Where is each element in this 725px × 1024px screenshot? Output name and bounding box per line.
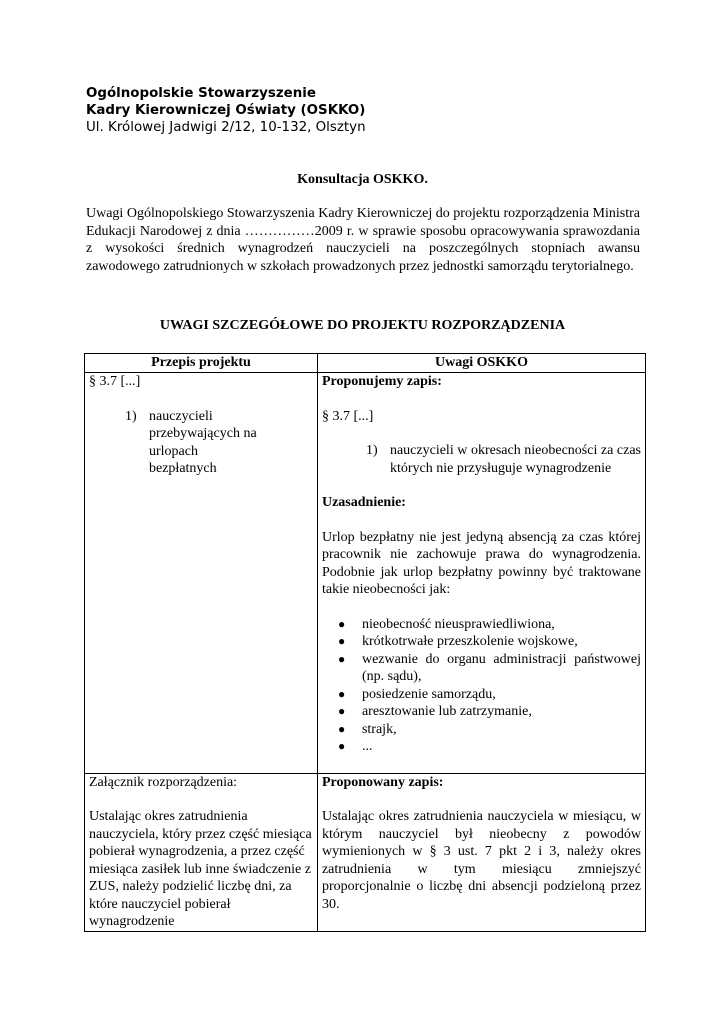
organization-header	[86, 85, 366, 136]
justification-text: Urlop bezpłatny nie jest jedyną absencją za czas której pracownik nie zachowuje prawa do wynagrodzenia. Podobnie jak urlop bezpłatny powinny być traktowane takie nieobecności jak:	[321, 529, 641, 597]
bullet-icon: ●	[337, 686, 346, 701]
proposal-text: Ustalając okres zatrudnienia nauczyciela w miesiącu, w którym nauczyciel był nieobecny z powodów wymienionych w § 3 ust. 7 pkt 2 i 3, należy okres zatrudnienia w tym miesiącu zmniejszyć proporcjonalnie o liczbę dni absencji podzieloną przez 30.	[321, 809, 641, 912]
attachment-heading: Załącznik rozporządzenia:	[89, 774, 238, 790]
table-row	[85, 773, 646, 931]
attachment-text: Ustalając okres zatrudnienia nauczyciela, który przez część miesiąca pobierał wynagrodzenia, a przez część miesiąca zasiłek lub inne świadczenie z ZUS, należy podzielić liczbę dni, za które nauczyciel pobierał wynagrodzenie	[89, 809, 312, 929]
comment-cell	[317, 773, 645, 931]
list-item: ● wezwanie do organu administracji państwowej (np. sądu),	[322, 651, 641, 686]
list-item: ● ...	[322, 738, 641, 756]
proposal-item	[322, 442, 641, 477]
provision-cell	[85, 773, 318, 931]
item-text: nauczycieli przebywających na urlopach bezpłatnych	[149, 408, 257, 476]
document-title: Konsultacja OSKKO.	[297, 172, 428, 187]
item-number: 1)	[365, 443, 378, 458]
justification-heading: Uzasadnienie:	[321, 495, 406, 510]
item-text: nauczycieli w okresach nieobecności za czas których nie przysługuje wynagrodzenie	[389, 443, 641, 476]
list-item: ● aresztowanie lub zatrzymanie,	[322, 703, 641, 721]
list-item: ● krótkotrwałe przeszkolenie wojskowe,	[322, 633, 641, 651]
bullet-icon: ●	[337, 616, 346, 631]
table-header-row	[85, 354, 646, 373]
comment-cell	[317, 373, 645, 774]
comments-table	[84, 353, 646, 932]
intro-paragraph: Uwagi Ogólnopolskiego Stowarzyszenia Kadry Kierowniczej do projektu rozporządzenia Ministra Edukacji Narodowej z dnia ……………2009 r. w sprawie sposobu opracowywania sprawozdania z wysokości średnich wynagrodzeń nauczycieli na poszczególnych stopniach awansu zawodowego zatrudnionych w szkołach prowadzonych przez jednostki samorządu terytorialnego.	[86, 206, 640, 274]
provision-item	[89, 408, 313, 476]
org-name-line2: Kadry Kierowniczej Oświaty (OSKKO)	[86, 103, 366, 118]
list-item: ● posiedzenie samorządu,	[322, 686, 641, 704]
table-row	[85, 373, 646, 774]
absence-list	[322, 616, 641, 756]
bullet-icon: ●	[337, 634, 346, 648]
column-header-provision: Przepis projektu	[85, 354, 318, 373]
list-item: ● strajk,	[322, 721, 641, 739]
proposal-heading: Proponowany zapis:	[321, 774, 444, 790]
section-title: UWAGI SZCZEGÓŁOWE DO PROJEKTU ROZPORZĄDZENIA	[159, 318, 566, 333]
proposal-heading: Proponujemy zapis:	[321, 374, 442, 389]
bullet-icon: ●	[337, 704, 346, 718]
item-number: 1)	[125, 408, 137, 424]
column-header-comments: Uwagi OSKKO	[317, 354, 645, 373]
provision-reference: § 3.7 [...]	[89, 374, 141, 389]
provision-cell	[85, 373, 318, 774]
list-item: ● nieobecność nieusprawiedliwiona,	[322, 616, 641, 634]
bullet-icon: ●	[337, 739, 346, 753]
org-address: Ul. Królowej Jadwigi 2/12, 10-132, Olsztyn	[86, 120, 366, 135]
proposal-reference: § 3.7 [...]	[321, 408, 374, 424]
org-name-line1: Ogólnopolskie Stowarzyszenie	[86, 86, 316, 101]
bullet-icon: ●	[337, 651, 346, 666]
bullet-icon: ●	[337, 721, 346, 736]
